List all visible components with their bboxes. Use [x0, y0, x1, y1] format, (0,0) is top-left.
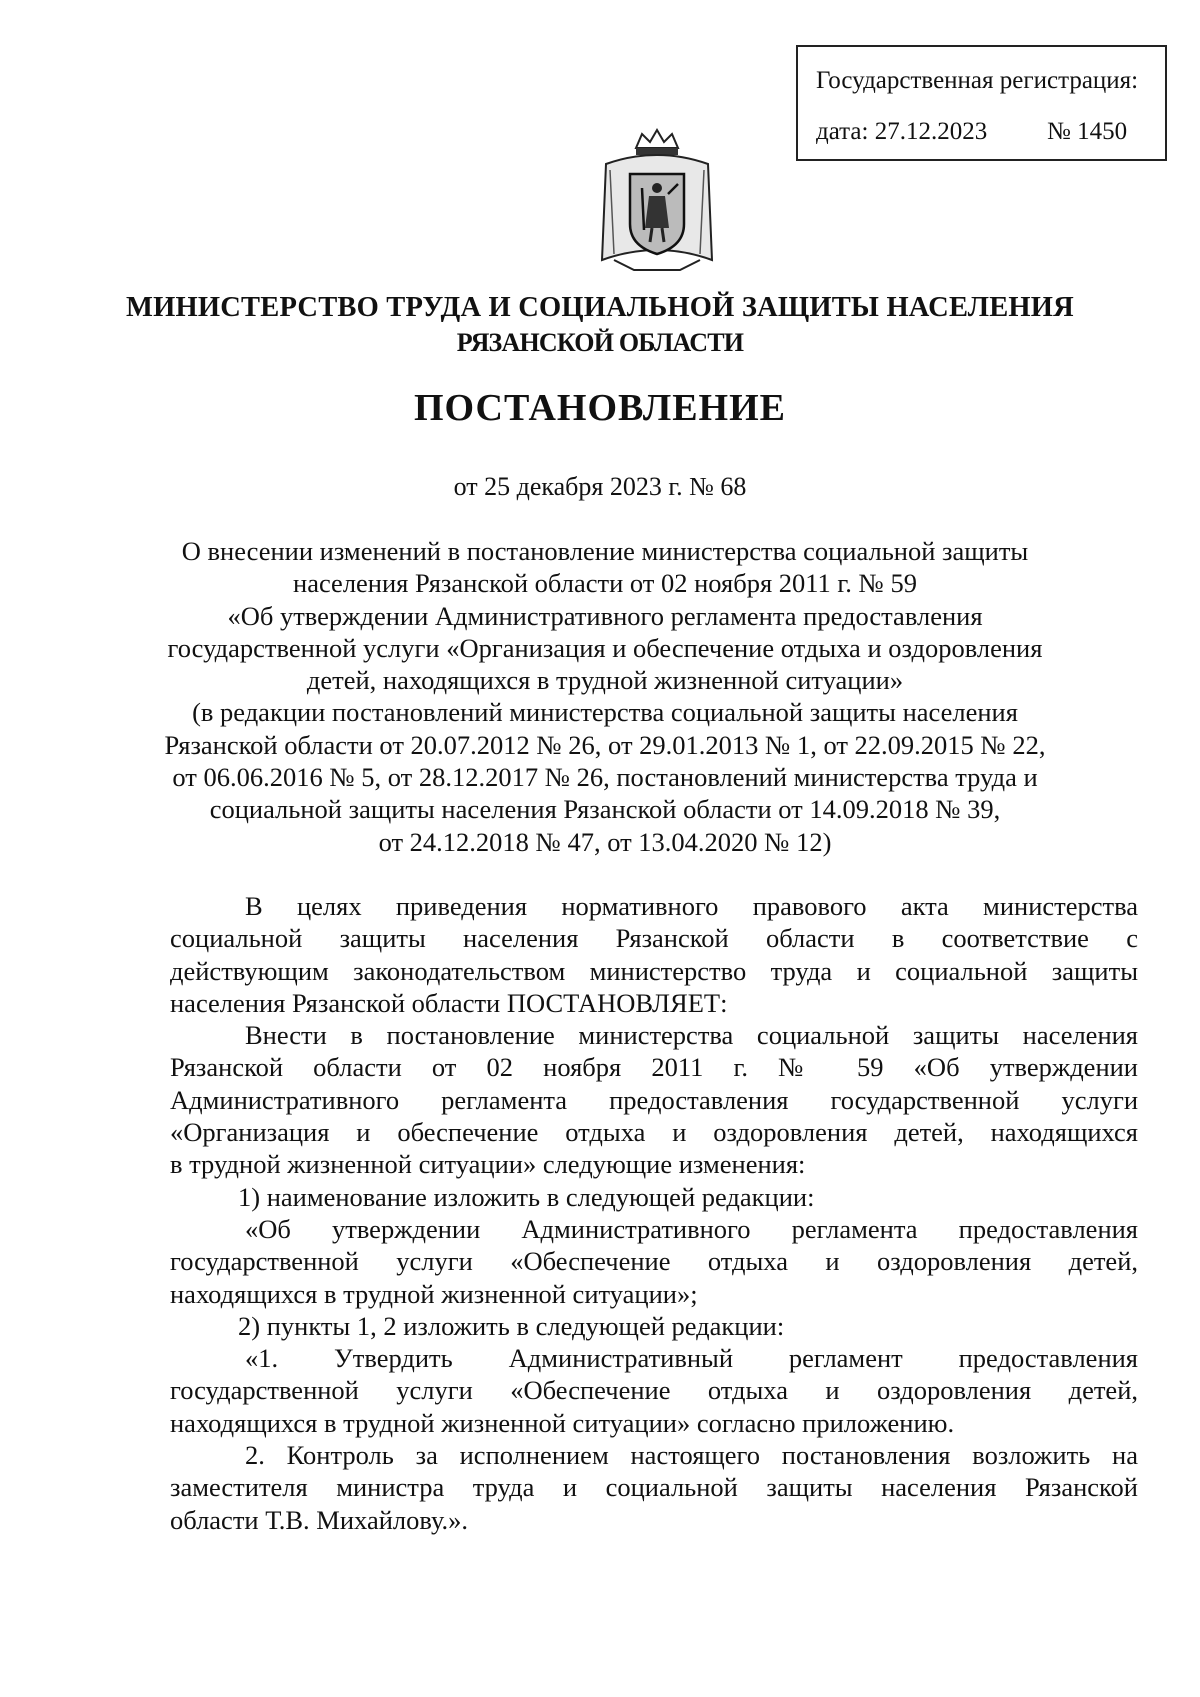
body-line: 1) наименование изложить в следующей редакции: [238, 1181, 815, 1212]
registration-stamp [796, 45, 1167, 161]
subject-line: государственной услуги «Организация и обеспечение отдыха и оздоровления [167, 632, 1043, 663]
subject-line: О внесении изменений в постановление министерства социальной защиты [181, 536, 1029, 566]
registration-number: № 1450 [1047, 118, 1128, 145]
body-line: государственной услуги «Обеспечение отдыха и оздоровления детей, [170, 1375, 1138, 1406]
body-line: государственной услуги «Обеспечение отдыха и оздоровления детей, [170, 1246, 1138, 1277]
document-type: ПОСТАНОВЛЕНИЕ [413, 387, 787, 429]
document-subject [150, 535, 1060, 858]
subject-line: (в редакции постановлений министерства социальной защиты населения [192, 697, 1018, 728]
subject-line: Рязанской области от 20.07.2012 № 26, от 29.01.2013 № 1, от 22.09.2015 № 22, [164, 729, 1046, 760]
registration-date: дата: 27.12.2023 [816, 118, 988, 145]
body-line: Внести в постановление министерства социальной защиты населения [245, 1020, 1138, 1051]
ministry-line-2: РЯЗАНСКОЙ ОБЛАСТИ [456, 328, 744, 357]
ministry-name [0, 290, 1200, 360]
subject-line: от 06.06.2016 № 5, от 28.12.2017 № 26, постановлений министерства труда и [172, 762, 1038, 793]
body-line: В целях приведения нормативного правового акта министерства [245, 891, 1138, 921]
body-line: находящихся в трудной жизненной ситуации» согласно приложению. [170, 1407, 955, 1438]
subject-line: «Об утверждении Административного регламента предоставления [227, 600, 983, 631]
body-line: 2. Контроль за исполнением настоящего постановления возложить на [245, 1440, 1138, 1471]
body-line: «Организация и обеспечение отдыха и оздоровления детей, находящихся [170, 1117, 1138, 1148]
body-line: социальной защиты населения Рязанской области в соответствие с [170, 923, 1138, 954]
body-line: Административного регламента предоставления государственной услуги [170, 1084, 1138, 1115]
body-line: заместителя министра труда и социальной защиты населения Рязанской [170, 1472, 1138, 1503]
ministry-line-1: МИНИСТЕРСТВО ТРУДА И СОЦИАЛЬНОЙ ЗАЩИТЫ НАСЕЛЕНИЯ [126, 292, 1074, 323]
coat-of-arms-icon [594, 128, 720, 276]
subject-line: детей, находящихся в трудной жизненной ситуации» [306, 665, 904, 696]
body-line: «Об утверждении Административного регламента предоставления [245, 1213, 1138, 1244]
body-line: действующим законодательством министерство труда и социальной защиты [170, 955, 1138, 986]
subject-line: населения Рязанской области от 02 ноября 2011 г. № 59 [293, 568, 917, 599]
subject-line: от 24.12.2018 № 47, от 13.04.2020 № 12) [378, 826, 832, 857]
body-line: населения Рязанской области ПОСТАНОВЛЯЕТ: [170, 987, 728, 1018]
document-date-number: от 25 декабря 2023 г. № 68 [453, 472, 747, 501]
body-line: в трудной жизненной ситуации» следующие изменения: [170, 1149, 806, 1180]
body-line: «1. Утвердить Административный регламент предоставления [245, 1343, 1138, 1374]
body-line: 2) пункты 1, 2 изложить в следующей редакции: [238, 1310, 785, 1341]
document-body [170, 890, 1138, 1536]
body-line: Рязанской области от 02 ноября 2011 г. № 59 «Об утверждении [170, 1052, 1138, 1083]
subject-line: социальной защиты населения Рязанской области от 14.09.2018 № 39, [209, 794, 1001, 825]
body-line: находящихся в трудной жизненной ситуации»; [170, 1278, 698, 1309]
registration-title: Государственная регистрация: [816, 67, 1139, 94]
body-line: области Т.В. Михайлову.». [170, 1504, 469, 1535]
